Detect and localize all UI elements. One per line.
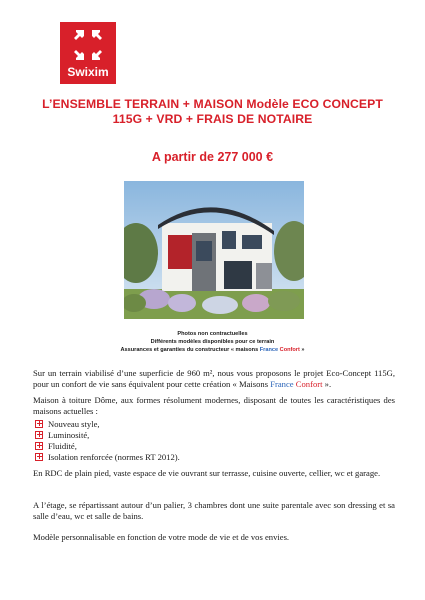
brand-name: Swixim — [67, 65, 109, 79]
paragraph-terrain — [33, 368, 395, 390]
caption-brand-france: France — [259, 347, 279, 353]
headline — [20, 97, 405, 127]
paragraph-etage: A l’étage, se répartissant autour d’un palier, 3 chambres dont une suite parentale avec son dressing et sa salle d’eau, wc et salle de bains. — [33, 500, 395, 521]
caption-line-1: Photos non contractuelles — [177, 331, 248, 337]
caption-line-2: Différents modèles disponibles pour ce terrain — [150, 339, 275, 345]
p1-brand-france: France — [270, 379, 294, 389]
headline-line-1: L’ENSEMBLE TERRAIN + MAISON Modèle ECO CONCEPT — [42, 97, 383, 111]
feature-item — [35, 418, 180, 429]
caption-line-3 — [0, 346, 425, 354]
swixim-star-icon — [60, 22, 116, 84]
red-cross-icon — [35, 420, 43, 428]
caption-suffix: » — [299, 347, 305, 353]
caption-brand-maisons: maisons — [233, 347, 260, 353]
feature-label: Nouveau style, — [48, 418, 100, 429]
p1-brand-confort: Confort — [293, 379, 323, 389]
caption-prefix: Assurances et garanties du constructeur « — [120, 347, 234, 353]
house-photo — [124, 181, 304, 319]
features-list — [35, 418, 180, 462]
swixim-logo — [60, 22, 116, 84]
caption-brand-confort: Confort — [278, 347, 300, 353]
paragraph-rdc: En RDC de plain pied, vaste espace de vie ouvrant sur terrasse, cuisine ouverte, cellier, wc et garage. — [33, 468, 381, 478]
feature-label: Fluidité, — [48, 440, 77, 451]
photo-captions — [0, 330, 425, 354]
feature-item — [35, 440, 180, 451]
p1-end: ». — [322, 379, 332, 389]
red-cross-icon — [35, 453, 43, 461]
headline-line-2: 115G + VRD + FRAIS DE NOTAIRE — [112, 112, 313, 126]
red-cross-icon — [35, 442, 43, 450]
feature-label: Isolation renforcée (normes RT 2012). — [48, 451, 180, 462]
feature-item — [35, 451, 180, 462]
feature-item — [35, 429, 180, 440]
paragraph-personnalisable: Modèle personnalisable en fonction de votre mode de vie et de vos envies. — [33, 532, 290, 542]
red-cross-icon — [35, 431, 43, 439]
paragraph-maison: Maison à toiture Dôme, aux formes résolument modernes, disposant de toutes les caractéristiques des maisons actuelles : — [33, 395, 395, 416]
price: A partir de 277 000 € — [151, 150, 274, 164]
p1-text: Sur un terrain viabilisé d’une superficie de 960 m², nous vous proposons le projet Eco-Concept 115G, pour un confort de vie sans équivalent pour cette création « Maisons — [33, 368, 395, 389]
feature-label: Luminosité, — [48, 429, 90, 440]
